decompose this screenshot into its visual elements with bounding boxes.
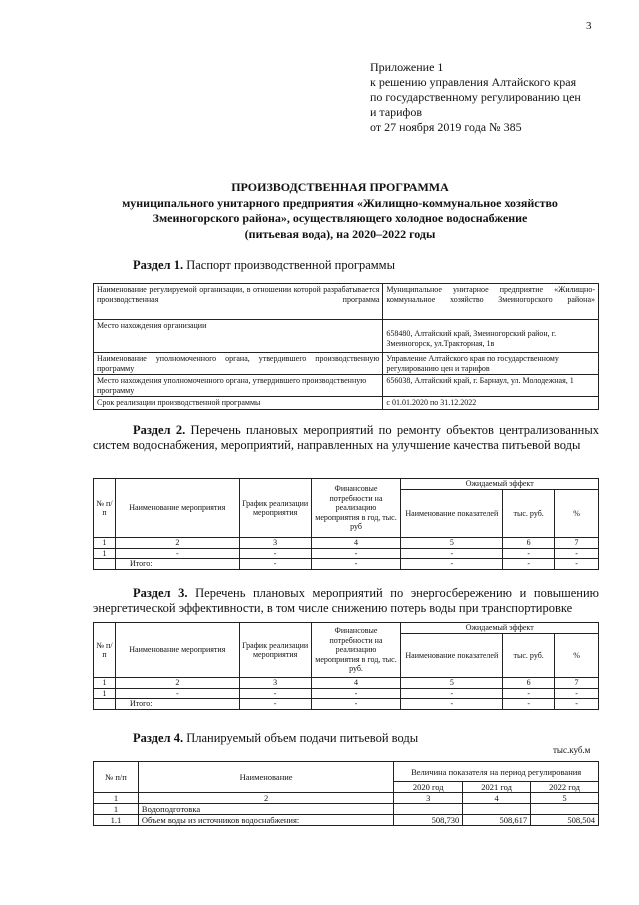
table-row (94, 699, 599, 710)
header-indicator: Наименование показателей (401, 634, 503, 678)
table-row (94, 623, 599, 634)
header-num: № п/п (94, 623, 116, 678)
cell: - (239, 548, 311, 559)
header-year-2022: 2022 год (531, 782, 599, 793)
section2-heading (93, 423, 599, 453)
header-name: Наименование мероприятия (115, 623, 239, 678)
cell: - (115, 688, 239, 699)
document-title (80, 180, 600, 242)
table-row (94, 320, 599, 353)
table-row (94, 479, 599, 490)
row-num: 1.1 (94, 815, 139, 826)
table-row (94, 559, 599, 570)
total-label: Итого: (115, 559, 239, 570)
cell: - (311, 559, 401, 570)
col-number: 4 (463, 793, 531, 804)
header-indicator: Наименование показателей (401, 490, 503, 538)
passport-label: Срок реализации производственной программы (94, 397, 383, 410)
page-number: 3 (586, 20, 592, 32)
cell: - (311, 548, 401, 559)
cell: - (555, 688, 599, 699)
title-line: Змеиногорского района», осуществляющего холодное водоснабжение (152, 211, 528, 225)
cell: - (401, 559, 503, 570)
row-name: Водоподготовка (138, 804, 393, 815)
row-name: Объем воды из источников водоснабжения: (138, 815, 393, 826)
col-number: 5 (531, 793, 599, 804)
table-row (94, 793, 599, 804)
cell: - (503, 548, 555, 559)
water-supply-volume-table (93, 761, 599, 826)
cell: - (401, 699, 503, 710)
header-year-2020: 2020 год (394, 782, 463, 793)
appendix-line: к решению управления Алтайского края (370, 75, 577, 89)
passport-label: Наименование регулируемой организации, в отношении которой разрабатывается производственная программа (94, 284, 383, 320)
header-schedule: График реализации мероприятия (239, 623, 311, 678)
section2-title: Перечень плановых мероприятий по ремонту объектов централизованных систем водоснабжения, мероприятий, направленных на улучшение качества питьевой воды (93, 423, 599, 452)
table-row (94, 815, 599, 826)
section4-label: Раздел 4. (133, 731, 184, 745)
table-row (94, 538, 599, 549)
appendix-line: Приложение 1 (370, 60, 444, 74)
section4-heading (133, 731, 418, 746)
cell (94, 559, 116, 570)
col-number: 5 (401, 538, 503, 549)
cell: - (115, 548, 239, 559)
title-line: муниципального унитарного предприятия «Жилищно-коммунальное хозяйство (122, 195, 558, 210)
section3-heading (93, 586, 599, 616)
cell: 1 (94, 688, 116, 699)
appendix-block (370, 60, 581, 135)
cell: - (311, 699, 401, 710)
table-row (94, 678, 599, 689)
section1-label: Раздел 1. (133, 258, 184, 272)
header-effect: Ожидаемый эффект (401, 479, 599, 490)
header-percent: % (555, 634, 599, 678)
appendix-line: по государственному регулированию цен (370, 90, 581, 104)
table-row (94, 397, 599, 410)
col-number: 3 (394, 793, 463, 804)
title-line: ПРОИЗВОДСТВЕННАЯ ПРОГРАММА (231, 180, 449, 194)
cell (531, 804, 599, 815)
cell: - (401, 548, 503, 559)
col-number: 1 (94, 538, 116, 549)
value-2020: 508,730 (394, 815, 463, 826)
section3-label: Раздел 3. (133, 586, 188, 600)
cell (463, 804, 531, 815)
passport-label: Место нахождения организации (94, 320, 383, 353)
appendix-line: от 27 ноября 2019 года № 385 (370, 120, 522, 134)
header-thousand-rub: тыс. руб. (503, 634, 555, 678)
cell: - (239, 688, 311, 699)
col-number: 2 (115, 538, 239, 549)
cell: - (311, 688, 401, 699)
col-number: 4 (311, 678, 401, 689)
unit-label: тыс.куб.м (553, 745, 591, 755)
col-number: 5 (401, 678, 503, 689)
cell: - (555, 699, 599, 710)
row-num: 1 (94, 804, 139, 815)
table-row (94, 762, 599, 782)
col-number: 6 (503, 538, 555, 549)
table-row (94, 284, 599, 320)
value-2022: 508,504 (531, 815, 599, 826)
header-thousand-rub: тыс. руб. (503, 490, 555, 538)
col-number: 1 (94, 678, 116, 689)
passport-value: 658480, Алтайский край, Змеиногорский район, г. Змеиногорск, ул.Тракторная, 1в (383, 320, 599, 353)
col-number: 7 (555, 678, 599, 689)
section4-title: Планируемый объем подачи питьевой воды (186, 731, 419, 745)
header-schedule: График реализации мероприятия (239, 479, 311, 538)
col-number: 7 (555, 538, 599, 549)
header-num: № п/п (94, 762, 139, 793)
header-effect: Ожидаемый эффект (401, 623, 599, 634)
header-percent: % (555, 490, 599, 538)
col-number: 2 (138, 793, 393, 804)
header-num: № п/п (94, 479, 116, 538)
col-number: 6 (503, 678, 555, 689)
section2-label: Раздел 2. (133, 423, 186, 437)
cell (94, 699, 116, 710)
table-row (94, 375, 599, 397)
cell: - (503, 699, 555, 710)
cell: - (503, 688, 555, 699)
header-name: Наименование (138, 762, 393, 793)
section1-heading (133, 258, 395, 273)
table-row (94, 548, 599, 559)
cell (394, 804, 463, 815)
passport-value: 656038, Алтайский край, г. Барнаул, ул. Молодежная, 1 (383, 375, 599, 397)
passport-value: Муниципальное унитарное предприятие «Жилищно-коммунальное хозяйство Змеиногорского района» (383, 284, 599, 320)
cell: - (555, 548, 599, 559)
cell: - (239, 699, 311, 710)
repair-measures-table (93, 478, 599, 570)
header-finance: Финансовые потребности на реализацию мероприятия в год, тыс. руб (311, 479, 401, 538)
table-row (94, 688, 599, 699)
cell: 1 (94, 548, 116, 559)
total-label: Итого: (115, 699, 239, 710)
col-number: 3 (239, 538, 311, 549)
col-number: 4 (311, 538, 401, 549)
header-name: Наименование мероприятия (115, 479, 239, 538)
cell: - (239, 559, 311, 570)
passport-label: Место нахождения уполномоченного органа, утвердившего производственную программу (94, 375, 383, 397)
header-finance: Финансовые потребности на реализацию мероприятия в год, тыс. руб. (311, 623, 401, 678)
title-line: (питьевая вода), на 2020–2022 годы (244, 226, 436, 241)
passport-table (93, 283, 599, 410)
section3-title: Перечень плановых мероприятий по энергосбережению и повышению энергетической эффективности, в том числе снижению потерь воды при транспортировке (93, 586, 600, 615)
header-year-2021: 2021 год (463, 782, 531, 793)
section1-title: Паспорт производственной программы (186, 258, 395, 272)
cell: - (401, 688, 503, 699)
col-number: 2 (115, 678, 239, 689)
passport-value: с 01.01.2020 по 31.12.2022 (383, 397, 599, 410)
col-number: 1 (94, 793, 139, 804)
appendix-line: и тарифов (370, 105, 423, 119)
header-value: Величина показателя на период регулирования (394, 762, 599, 782)
table-row (94, 353, 599, 375)
col-number: 3 (239, 678, 311, 689)
passport-value: Управление Алтайского края по государственному регулированию цен и тарифов (383, 353, 599, 375)
cell: - (555, 559, 599, 570)
value-2021: 508,617 (463, 815, 531, 826)
table-row (94, 804, 599, 815)
energy-measures-table (93, 622, 599, 710)
passport-label: Наименование уполномоченного органа, утвердившего производственную программу (94, 353, 383, 375)
cell: - (503, 559, 555, 570)
